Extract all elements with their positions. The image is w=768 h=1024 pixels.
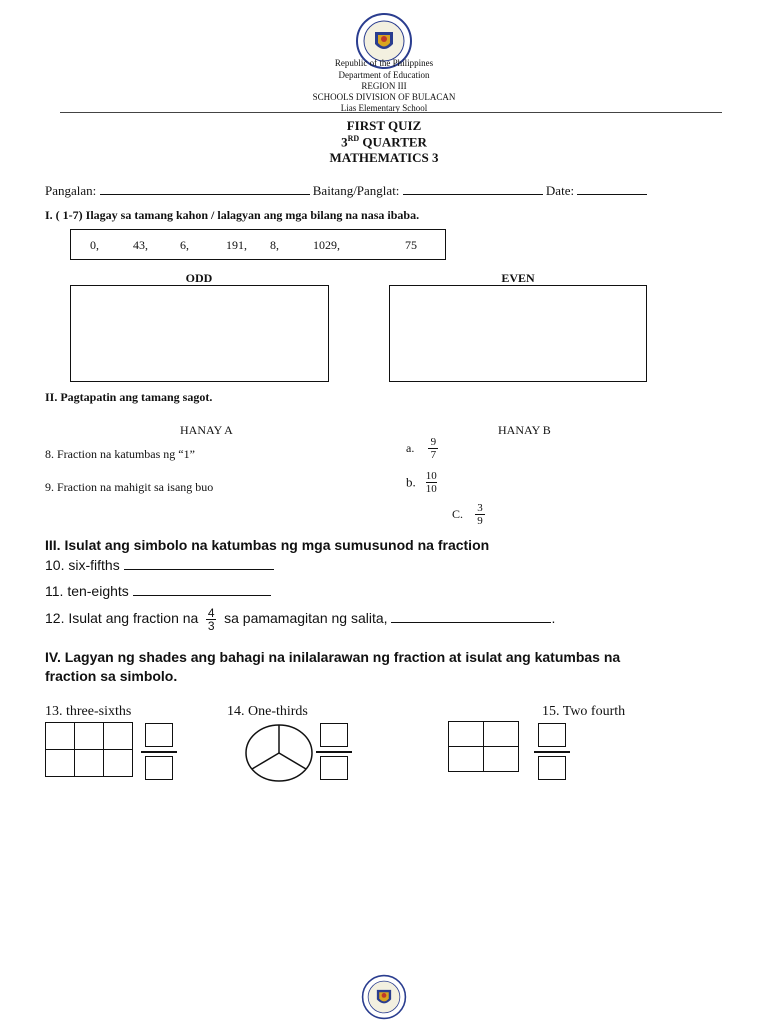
item-14-circle-thirds[interactable] bbox=[244, 723, 314, 783]
item-12-answer[interactable] bbox=[391, 611, 551, 623]
grade-label: Baitang/Panglat: bbox=[312, 183, 400, 198]
header-division: SCHOOLS DIVISION OF BULACAN bbox=[312, 92, 456, 102]
quarter-title: 3RD QUARTER bbox=[341, 134, 427, 150]
item-10: 10. six-fifths bbox=[45, 557, 274, 573]
even-label: EVEN bbox=[501, 271, 535, 285]
choice-a-fraction: $\frac{9}{7}$ bbox=[428, 437, 438, 460]
grid-cell[interactable] bbox=[46, 723, 75, 750]
deped-seal-bottom bbox=[356, 974, 412, 1020]
number-1: 43, bbox=[133, 238, 148, 252]
quiz-title: FIRST QUIZ bbox=[346, 118, 422, 133]
header-divider bbox=[60, 112, 722, 113]
date-field[interactable] bbox=[577, 183, 647, 195]
date-label: Date: bbox=[545, 183, 575, 198]
number-0: 0, bbox=[90, 238, 99, 252]
item-15-denominator-box[interactable] bbox=[538, 756, 566, 780]
numbers-box bbox=[70, 229, 446, 260]
choice-b-fraction: $\frac{10}{10}$ bbox=[425, 470, 437, 495]
item-14-label: 14. One-thirds bbox=[227, 704, 308, 719]
item-11: 11. ten-eights bbox=[45, 583, 271, 599]
choice-c-letter: C. bbox=[452, 507, 464, 521]
part1-instruction: I. ( 1-7) Ilagay sa tamang kahon / lalagyan ang mga bilang na nasa ibaba. bbox=[45, 208, 420, 222]
choice-c bbox=[452, 503, 485, 526]
header-region: REGION III bbox=[361, 81, 407, 91]
item-14-fraction-bar bbox=[316, 751, 352, 753]
item-12-fraction: $\frac{4}{3}$ bbox=[207, 606, 215, 633]
choice-a-letter: a. bbox=[406, 441, 415, 455]
hanay-b-heading: HANAY B bbox=[498, 423, 551, 437]
grid-cell[interactable] bbox=[484, 747, 519, 772]
hanay-a-heading: HANAY A bbox=[180, 423, 233, 437]
choice-b bbox=[406, 471, 437, 494]
choice-b-letter: b. bbox=[406, 474, 416, 490]
grid-cell[interactable] bbox=[75, 723, 104, 750]
grid-cell[interactable] bbox=[484, 722, 519, 747]
item-14-denominator-box[interactable] bbox=[320, 756, 348, 780]
part3-instruction: III. Isulat ang simbolo na katumbas ng mga sumusunod na fraction bbox=[45, 537, 490, 553]
number-2: 6, bbox=[180, 238, 189, 252]
part4-instruction-line1: IV. Lagyan ng shades ang bahagi na inilalarawan ng fraction at isulat ang katumbas na bbox=[45, 649, 621, 665]
grid-cell[interactable] bbox=[449, 722, 484, 747]
item-10-answer[interactable] bbox=[124, 558, 274, 570]
choice-a bbox=[406, 437, 438, 460]
grid-cell[interactable] bbox=[46, 750, 75, 777]
number-4: 8, bbox=[270, 238, 279, 252]
header-department: Department of Education bbox=[338, 70, 430, 80]
item-14-numerator-box[interactable] bbox=[320, 723, 348, 747]
item-15-fraction-bar bbox=[534, 751, 570, 753]
odd-label: ODD bbox=[185, 271, 213, 285]
item-8: 8. Fraction na katumbas ng “1” bbox=[45, 447, 195, 461]
item-13-fraction-bar bbox=[141, 751, 177, 753]
grid-cell[interactable] bbox=[449, 747, 484, 772]
student-info-line bbox=[45, 183, 647, 199]
part2-instruction: II. Pagtapatin ang tamang sagot. bbox=[45, 390, 213, 404]
header-republic: Republic of the Philippines bbox=[334, 58, 434, 68]
choice-c-fraction: $\frac{3}{9}$ bbox=[475, 503, 485, 526]
name-label: Pangalan: bbox=[45, 183, 97, 198]
item-11-answer[interactable] bbox=[133, 584, 271, 596]
grid-cell[interactable] bbox=[75, 750, 104, 777]
subject-title: MATHEMATICS 3 bbox=[329, 150, 439, 165]
odd-answer-box[interactable] bbox=[70, 285, 329, 382]
part4-instruction-line2: fraction sa simbolo. bbox=[45, 668, 178, 684]
item-15-shading-grid bbox=[448, 721, 519, 772]
number-3: 191, bbox=[226, 238, 247, 252]
item-9: 9. Fraction na mahigit sa isang buo bbox=[45, 480, 214, 494]
item-13-denominator-box[interactable] bbox=[145, 756, 173, 780]
name-field[interactable] bbox=[100, 183, 310, 195]
even-answer-box[interactable] bbox=[389, 285, 647, 382]
header-school: Lias Elementary School bbox=[340, 103, 428, 113]
grid-cell[interactable] bbox=[104, 750, 133, 777]
grade-section-field[interactable] bbox=[403, 183, 543, 195]
number-6: 75 bbox=[405, 238, 417, 252]
item-13-numerator-box[interactable] bbox=[145, 723, 173, 747]
item-13-shading-grid bbox=[45, 722, 133, 777]
item-12: 12. Isulat ang fraction na $\frac{4}{3}$ sa pamamagitan ng salita, . bbox=[45, 606, 556, 633]
number-5: 1029, bbox=[313, 238, 340, 252]
item-15-numerator-box[interactable] bbox=[538, 723, 566, 747]
item-13-label: 13. three-sixths bbox=[45, 704, 132, 719]
item-15-label: 15. Two fourth bbox=[542, 704, 626, 719]
grid-cell[interactable] bbox=[104, 723, 133, 750]
